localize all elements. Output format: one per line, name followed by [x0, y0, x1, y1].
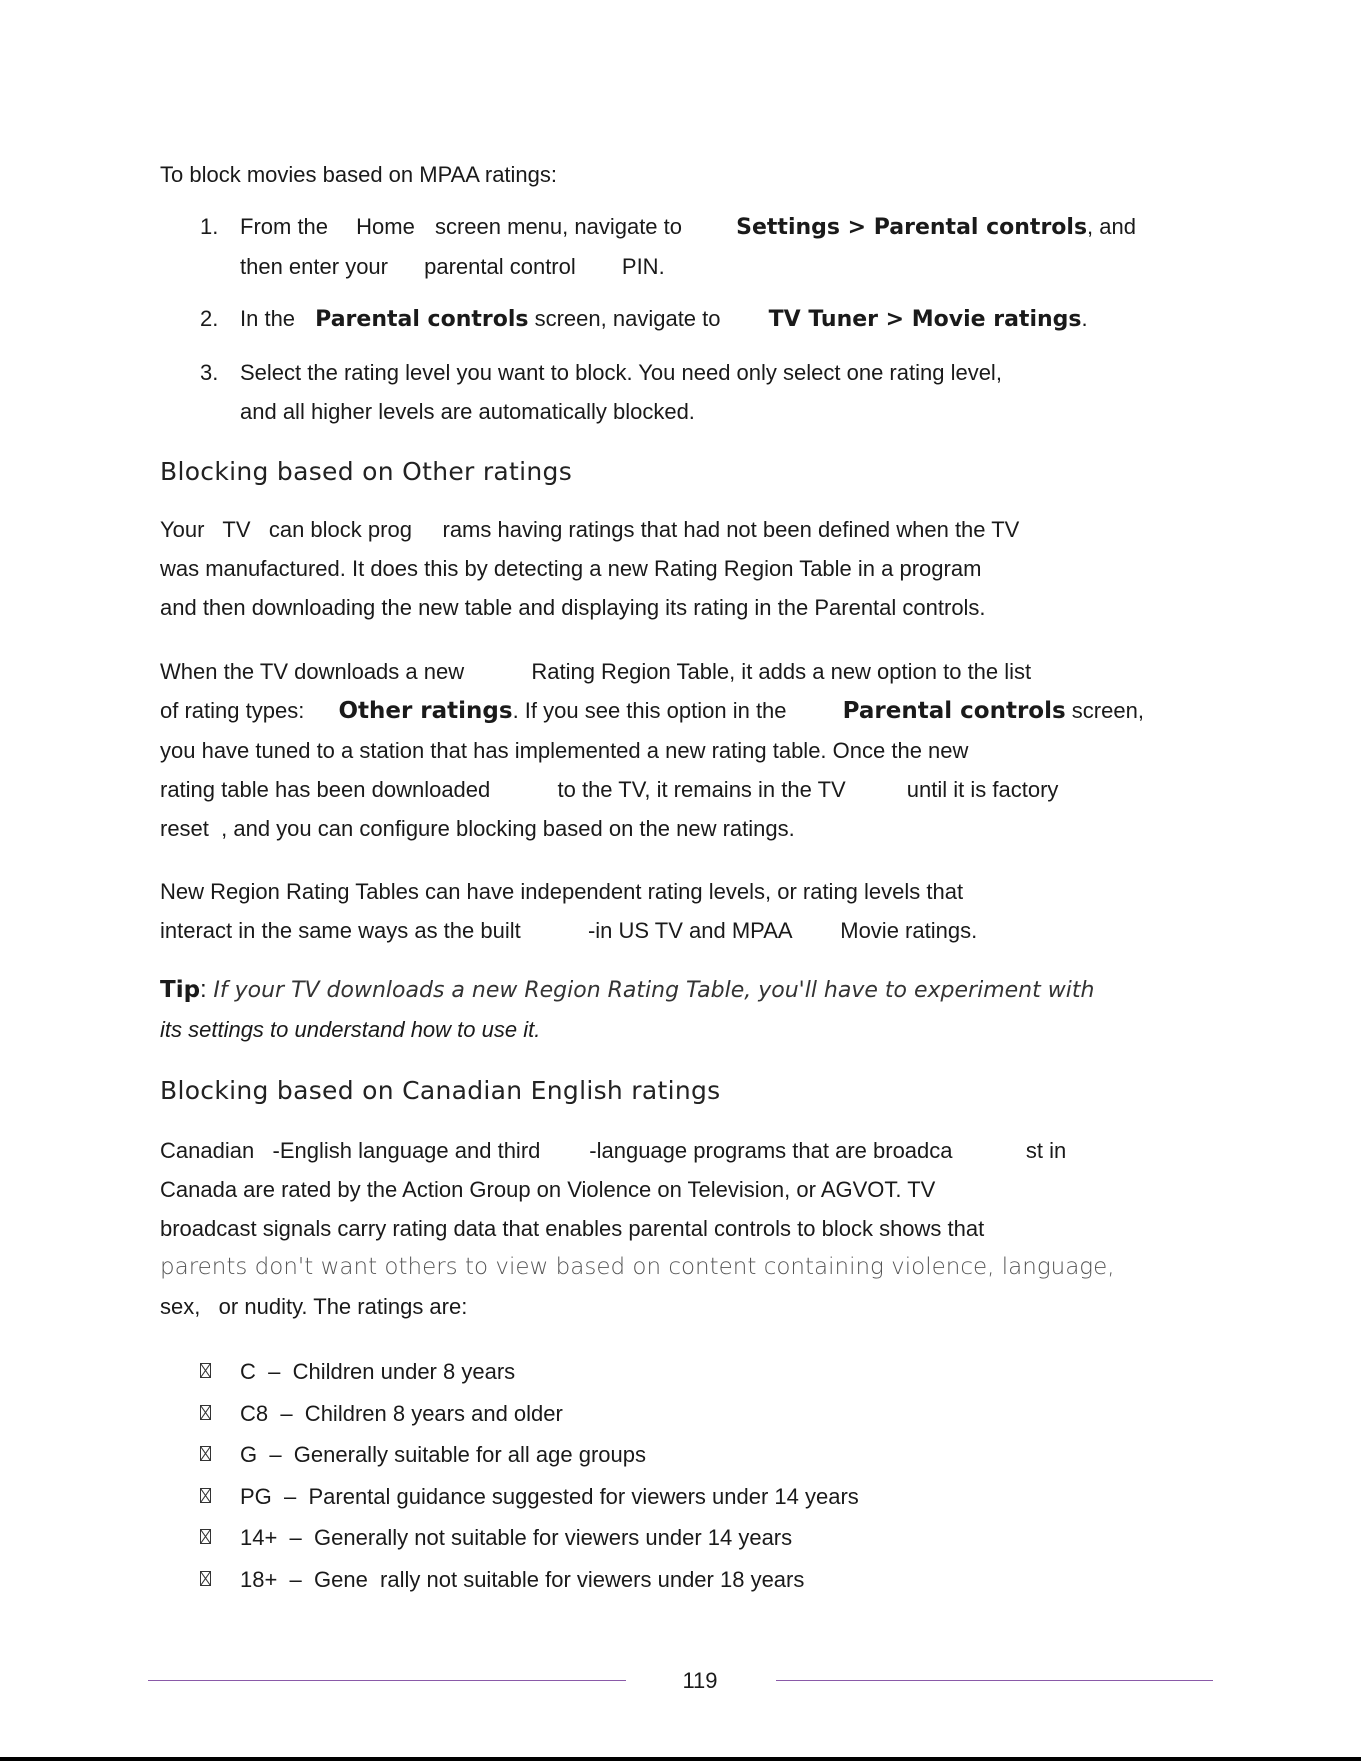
list-item [160, 1559, 1160, 1601]
step-text: parental control [424, 254, 576, 279]
bullet-icon [200, 1446, 211, 1461]
paragraph-line: parents don't want others to view based on content containing violence, language, [160, 1254, 1115, 1280]
bullet-icon [200, 1488, 211, 1503]
step-number: 3. [200, 360, 219, 385]
list-item [160, 1351, 1160, 1393]
page-bottom-border [0, 1757, 1361, 1761]
tip-label: Tip [160, 977, 201, 1003]
step-text: Select the rating level you want to block. You need only select one rating level, [240, 360, 1002, 385]
heading-canadian-ratings: Blocking based on Canadian English ratings [160, 1076, 721, 1105]
mpaa-intro: To block movies based on MPAA ratings: [160, 162, 558, 187]
step-text: , and [1087, 214, 1136, 239]
step-text: then enter your [240, 254, 388, 279]
paragraph-text: of rating types: [160, 698, 305, 723]
footer-rule-left [148, 1680, 626, 1681]
bullet-icon [200, 1529, 211, 1544]
heading-other-ratings: Blocking based on Other ratings [160, 457, 573, 486]
rating-text: G – Generally suitable for all age groups [240, 1442, 647, 1467]
other-paragraph-2 [160, 652, 1260, 848]
other-paragraph-1 [160, 510, 1220, 627]
step-1 [160, 207, 1220, 285]
rating-text: C – Children under 8 years [240, 1359, 516, 1384]
paragraph-line: and then downloading the new table and displaying its rating in the Parental controls. [160, 595, 986, 620]
paragraph-line: Canadian -English language and third -language programs that are broadca st in [160, 1138, 1067, 1163]
page-number: 119 [682, 1668, 718, 1693]
paragraph-line: New Region Rating Tables can have independent rating levels, or rating levels that [160, 879, 964, 904]
rating-text: PG – Parental guidance suggested for viewers under 14 years [240, 1483, 859, 1509]
list-item [160, 1476, 1160, 1518]
tip-colon: : [200, 976, 207, 1003]
parental-controls-label: Parental controls [315, 307, 529, 332]
paragraph-line: you have tuned to a station that has implemented a new rating table. Once the new [160, 738, 969, 763]
step-number: 1. [200, 214, 219, 239]
step-text: In the [240, 306, 296, 331]
other-paragraph-3 [160, 872, 1220, 950]
rating-text: 14+ – Generally not suitable for viewers under 14 years [240, 1525, 793, 1550]
step-2 [160, 299, 1220, 339]
parental-controls-label: Parental controls [842, 698, 1066, 724]
paragraph-line: rating table has been downloaded to the TV, it remains in the TV until it is factory [160, 777, 1059, 802]
bullet-icon [200, 1405, 211, 1420]
rating-text: C8 – Children 8 years and older [240, 1400, 563, 1426]
canadian-ratings-list [160, 1351, 1160, 1600]
step-number: 2. [200, 306, 219, 331]
paragraph-line: When the TV downloads a new Rating Region Table, it adds a new option to the list [160, 659, 1032, 684]
other-ratings-label: Other ratings [338, 698, 513, 724]
settings-path: Settings > Parental controls [736, 215, 1088, 240]
rating-text: 18+ – Gene rally not suitable for viewers under 18 years [240, 1566, 805, 1592]
bullet-icon [200, 1363, 211, 1378]
footer-rule-right [776, 1680, 1213, 1681]
step-3 [160, 353, 1220, 431]
canadian-paragraph [160, 1131, 1260, 1326]
list-item [160, 1434, 1160, 1476]
paragraph-text: . If you see this option in the [512, 698, 787, 723]
bullet-icon [200, 1571, 211, 1586]
page-footer [0, 1663, 1361, 1699]
tip-text: If your TV downloads a new Region Rating Table, you'll have to experiment with [213, 978, 1095, 1003]
step-text: screen menu, navigate to [434, 214, 683, 239]
step-text: PIN. [621, 254, 665, 279]
step-text: screen, navigate to [534, 306, 721, 331]
list-item [160, 1517, 1160, 1559]
tv-tuner-path: TV Tuner > Movie ratings [768, 307, 1082, 332]
paragraph-text: screen, [1071, 698, 1144, 723]
paragraph-line: sex, or nudity. The ratings are: [160, 1294, 468, 1319]
paragraph-line: broadcast signals carry rating data that enables parental controls to block shows that [160, 1216, 985, 1241]
paragraph-line: reset , and you can configure blocking based on the new ratings. [160, 816, 795, 841]
list-item [160, 1393, 1160, 1435]
paragraph-line: Your TV can block prog rams having ratings that had not been defined when the TV [160, 517, 1020, 542]
paragraph-line: was manufactured. It does this by detecting a new Rating Region Table in a program [160, 556, 982, 581]
step-text: From the [240, 214, 329, 239]
paragraph-line: Canada are rated by the Action Group on Violence on Television, or AGVOT. TV [160, 1177, 936, 1202]
paragraph-line: interact in the same ways as the built -in US TV and MPAA Movie ratings. [160, 918, 978, 943]
tip-text: its settings to understand how to use it. [160, 1017, 541, 1042]
step-text: . [1081, 306, 1088, 331]
tip-block [160, 970, 1220, 1049]
step-text: and all higher levels are automatically blocked. [240, 399, 695, 424]
home-label: Home [356, 214, 415, 239]
mpaa-steps [160, 207, 1220, 431]
